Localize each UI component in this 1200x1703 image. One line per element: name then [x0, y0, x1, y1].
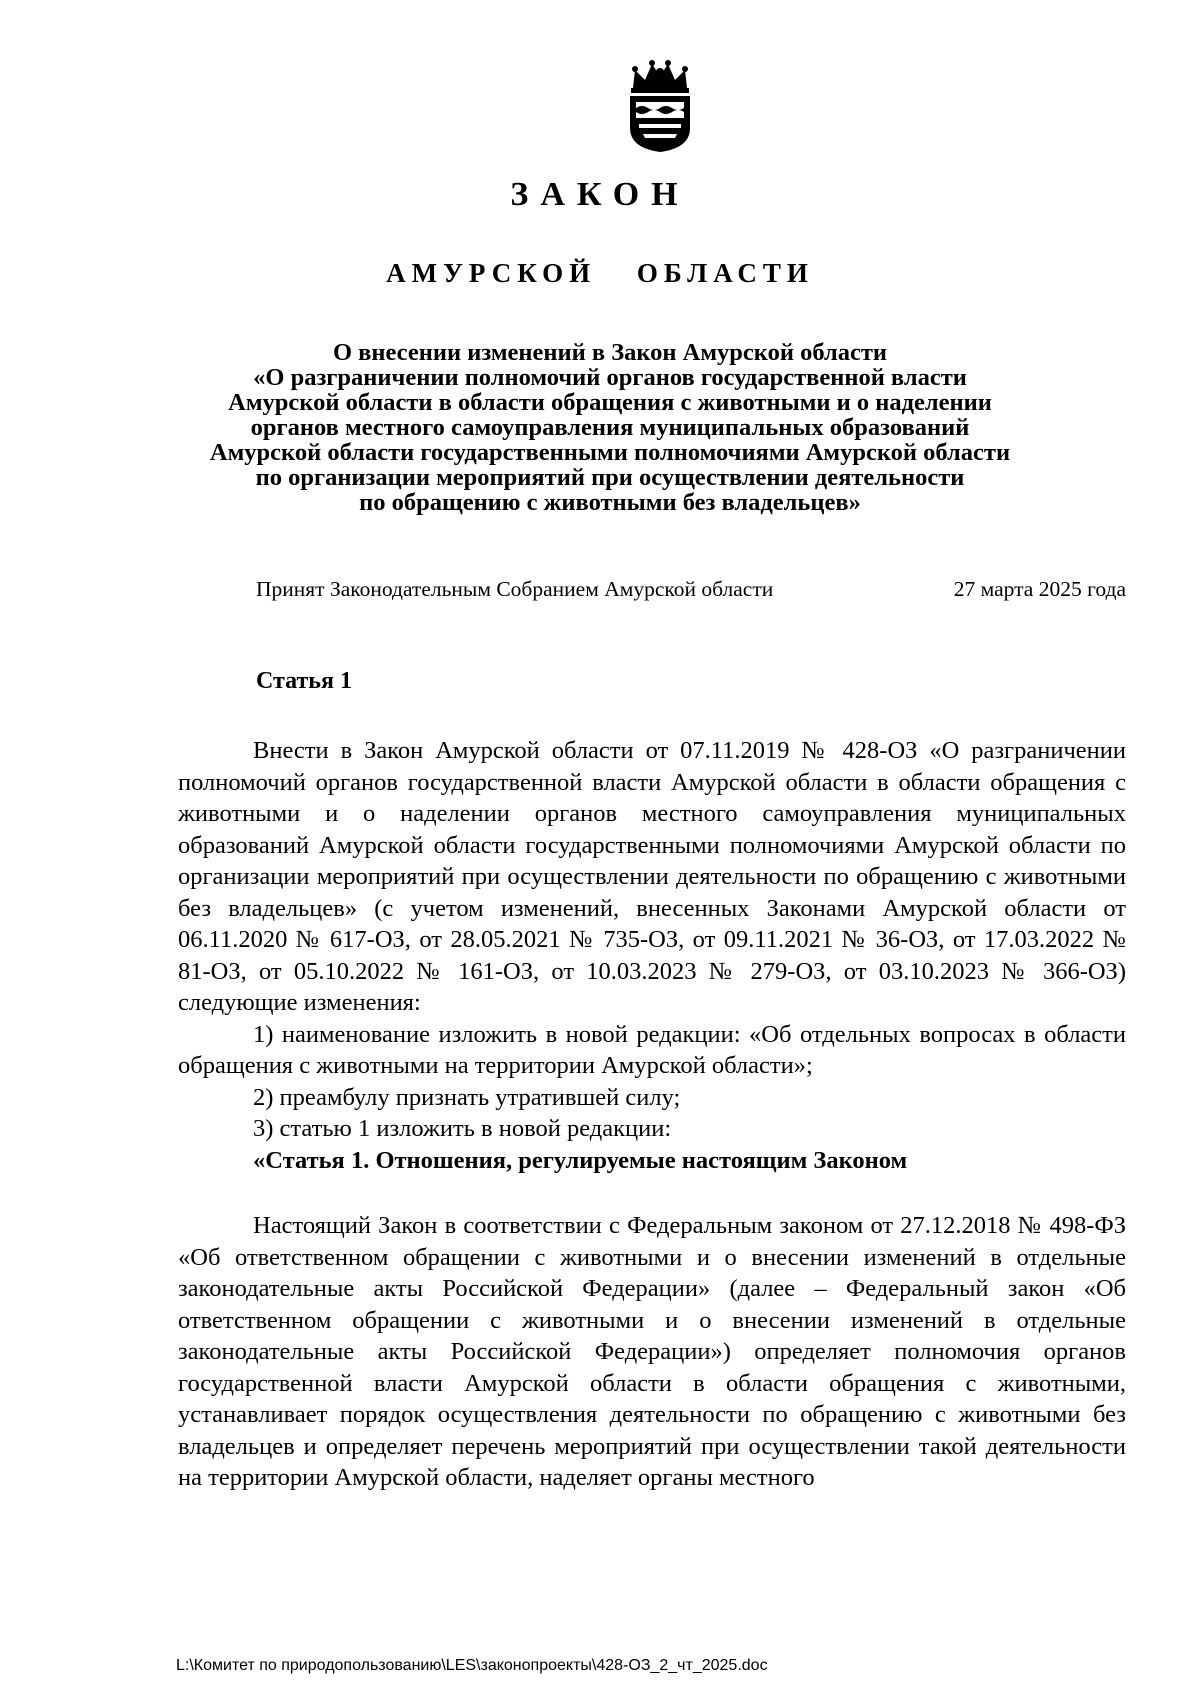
paragraph: Внести в Закон Амурской области от 07.11.2019 № 428-ОЗ «О разграничении полномочий органов государственной власти Амурской области в области обращения с животными и о наделении органов местного самоуправления муниципальных образований Амурской области государственными полномочиями Амурской области по организации мероприятий при осуществлении деятельности по обращению с животными без владельцев» (с учетом изменений, внесенных Законами Амурской области от 06.11.2020 № 617-ОЗ, от 28.05.2021 № 735-ОЗ, от 09.11.2021 № 36-ОЗ, от 17.03.2022 № 81-ОЗ, от 05.10.2022 № 161-ОЗ, от 10.03.2023 № 279-ОЗ, от 03.10.2023 № 366-ОЗ) следующие изменения: [178, 737, 1126, 1016]
article-heading: Статья 1 [256, 668, 352, 694]
law-name-line: Амурской области в области обращения с животными и о наделении [228, 389, 992, 416]
paragraph: 1) наименование изложить в новой редакции: «Об отдельных вопросах в области обращения с животными на территории Амурской области»; [178, 1020, 1126, 1079]
law-name [160, 340, 1060, 515]
file-path-footer: L:\Комитет по природопользованию\LES\законопроекты\428-ОЗ_2_чт_2025.doc [176, 1657, 768, 1674]
paragraph: 3) статью 1 изложить в новой редакции: [253, 1115, 672, 1142]
law-name-line: органов местного самоуправления муниципальных образований [250, 414, 970, 441]
law-name-line: «О разграничении полномочий органов государственной власти [253, 364, 967, 391]
law-name-line: по обращению с животными без владельцев» [359, 489, 861, 516]
law-name-line: О внесении изменений в Закон Амурской области [332, 339, 887, 366]
new-article-heading: «Статья 1. Отношения, регулируемые настоящим Законом [253, 1146, 908, 1174]
law-name-line: Амурской области государственными полномочиями Амурской области [209, 439, 1011, 466]
adoption-date: 27 марта 2025 года [953, 577, 1126, 601]
adoption-line [256, 577, 1126, 602]
amur-oblast-coat-of-arms-icon [625, 58, 695, 154]
region-title: АМУРСКОЙ ОБЛАСТИ [386, 258, 814, 288]
document-title: ЗАКОН [510, 176, 690, 213]
paragraph: 2) преамбулу признать утратившей силу; [253, 1083, 681, 1111]
article-body [178, 735, 1126, 1494]
law-name-line: по организации мероприятий при осуществлении деятельности [255, 464, 965, 491]
adopted-by: Принят Законодательным Собранием Амурской области [256, 577, 774, 601]
paragraph: Настоящий Закон в соответствии с Федеральным законом от 27.12.2018 № 498-ФЗ «Об ответственном обращении с животными и о внесении изменений в отдельные законодательные акты Российской Федерации» (далее – Федеральный закон «Об ответственном обращении с животными и о внесении изменений в отдельные законодательные акты Российской Федерации») определяет полномочия органов государственной власти Амурской области в области обращения с животными, устанавливает порядок осуществления деятельности по обращению с животными без владельцев и определяет перечень мероприятий при осуществлении такой деятельности на территории Амурской области, наделяет органы местного [178, 1212, 1126, 1491]
